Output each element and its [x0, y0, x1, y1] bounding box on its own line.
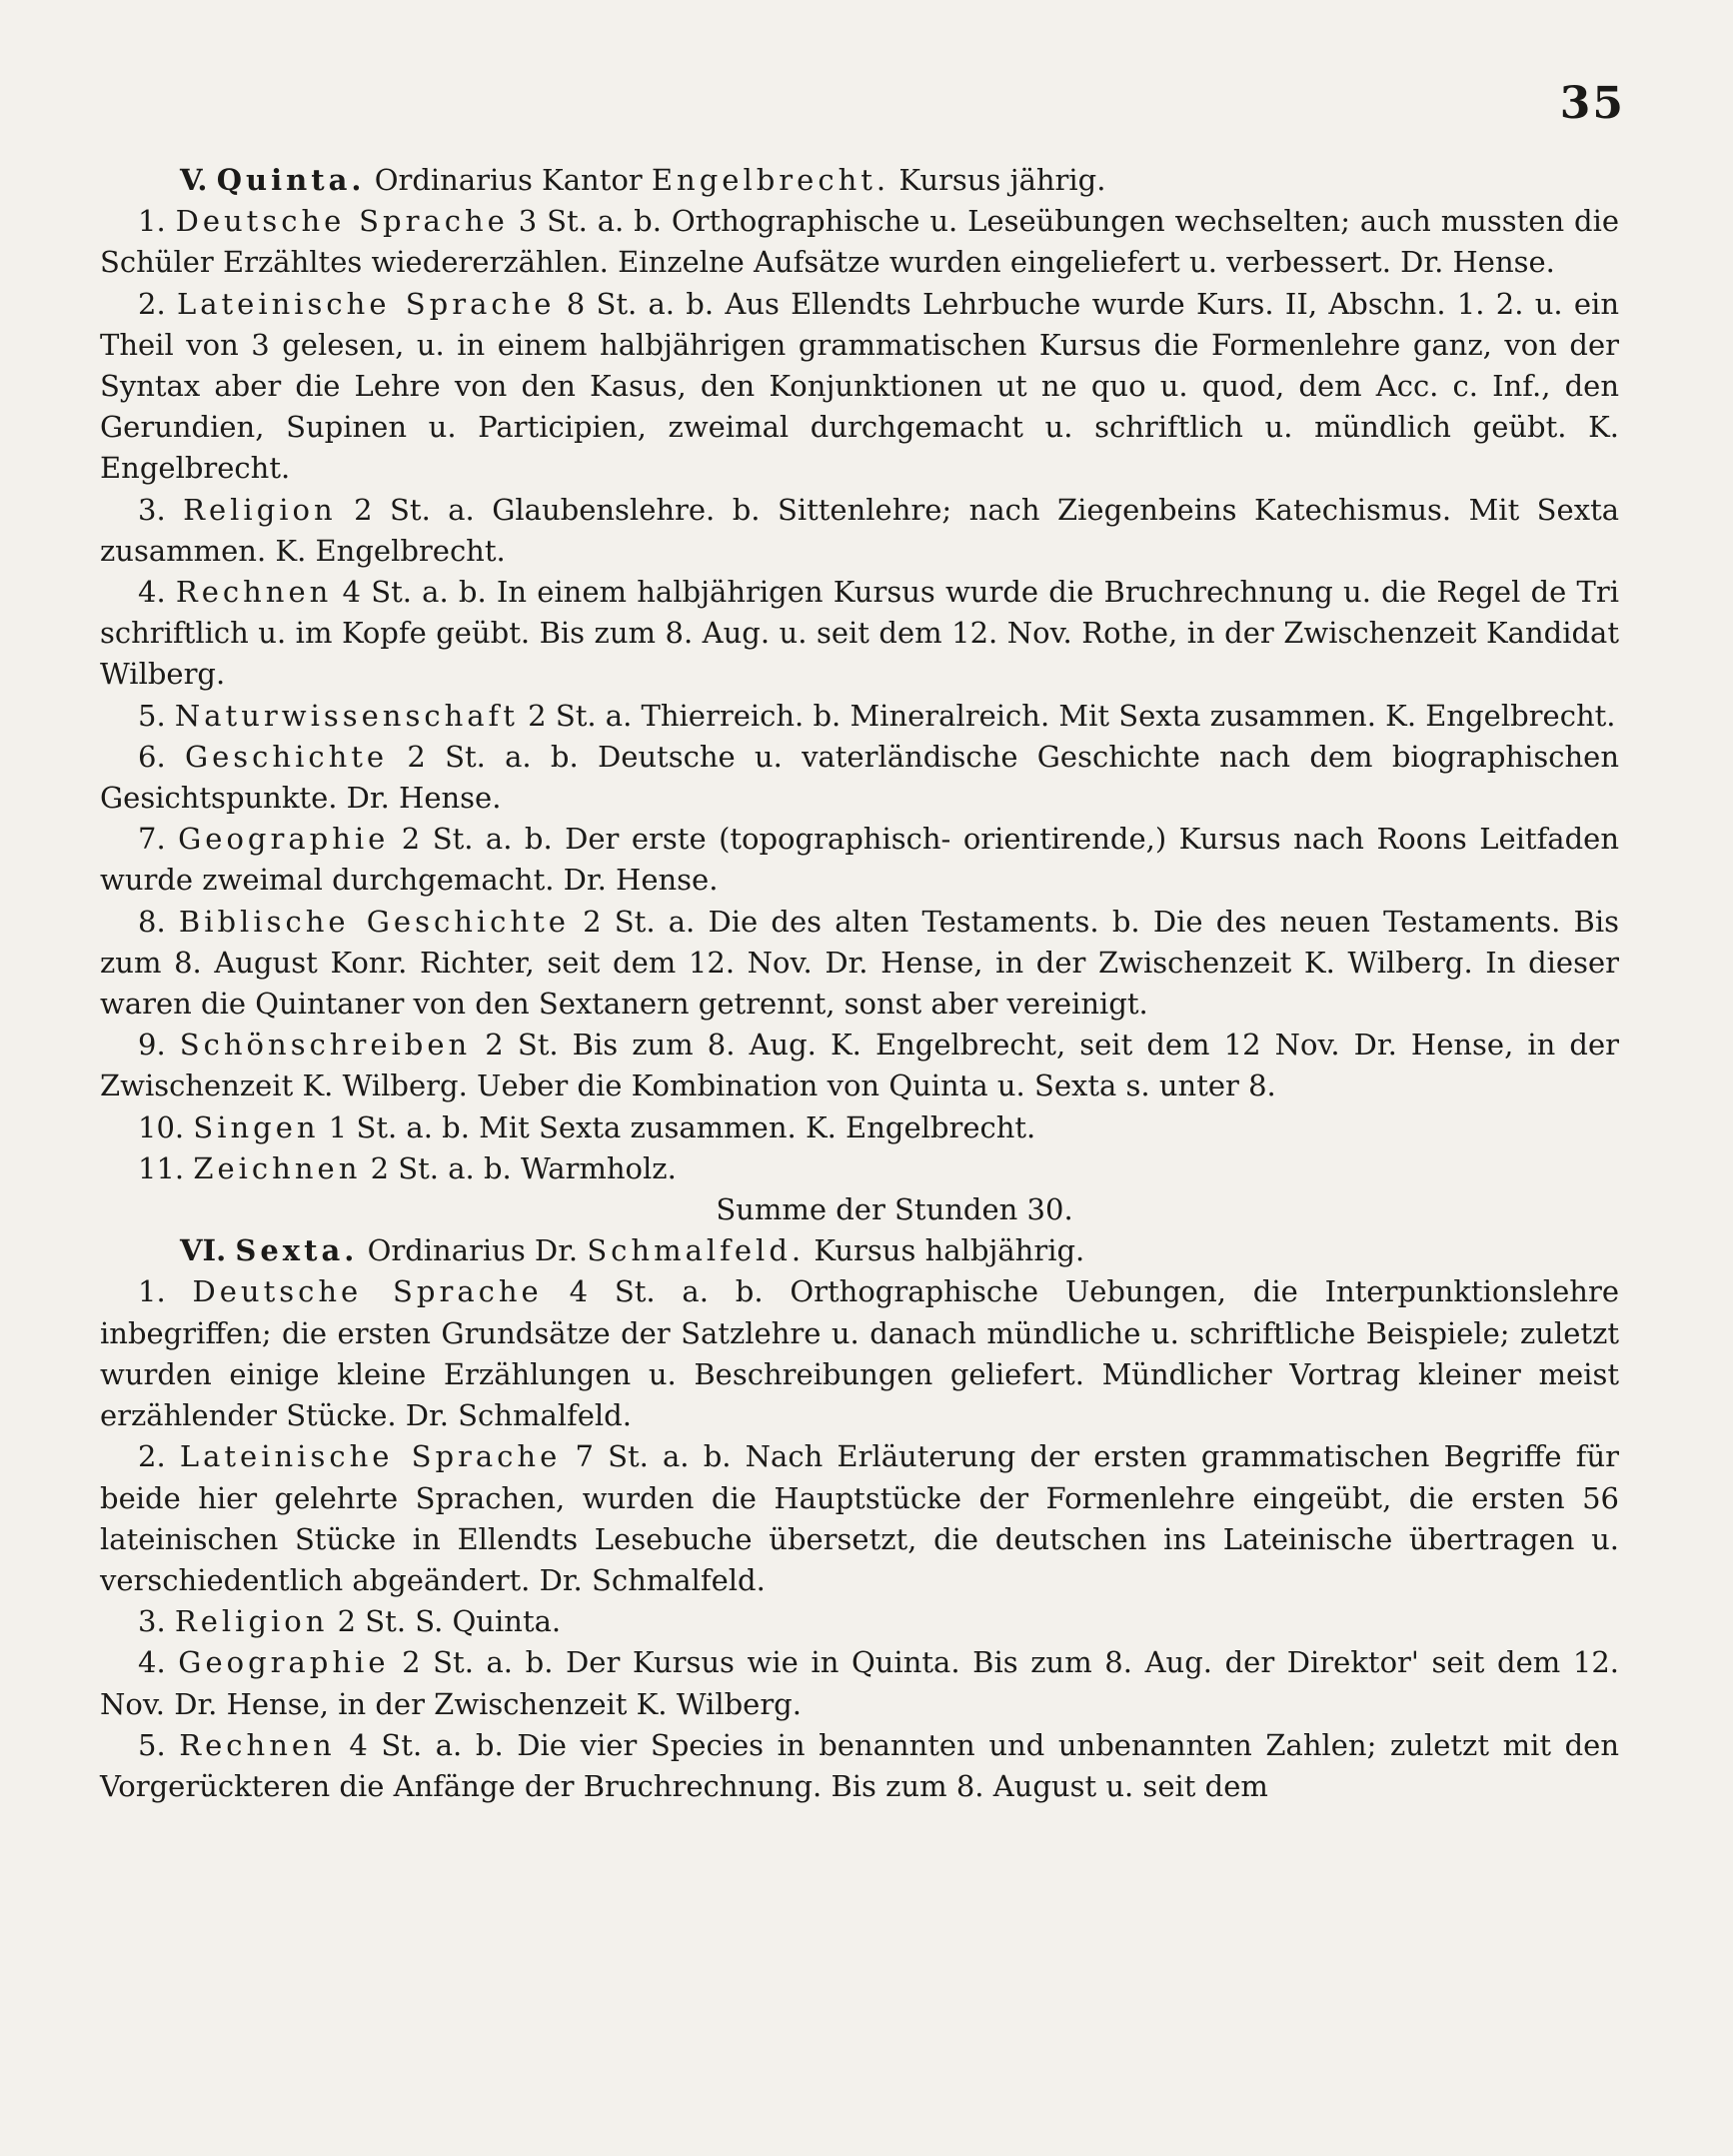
item-text: 2 St. a. b. Der erste (topographisch- orientirende,) Kursus nach Roons Leitfaden wurde zweimal durchgemacht. Dr. Hense. [100, 822, 1619, 898]
subject-name: Schönschreiben [179, 1028, 472, 1063]
item-number: 3. [138, 492, 166, 527]
item-text: 3 St. a. b. Orthographische u. Leseübungen wechselten; auch mussten die Schüler Erzähltes wiedererzählen. Einzelne Aufsätze wurden eingeliefert u. verbessert. Dr. Hense. [100, 204, 1620, 280]
item-number: 9. [138, 1028, 166, 1063]
subject-name: Lateinische Sprache [176, 286, 556, 321]
course-duration: Kursus halbjährig. [814, 1233, 1085, 1268]
subject-name: Religion [174, 1604, 329, 1639]
item-text: 4 St. a. b. In einem halbjährigen Kursus wurde die Bruchrechnung u. die Regel de Tri schriftlich u. im Kopfe geübt. Bis zum 8. Aug. u. seit dem 12. Nov. Rothe, in der Zwischenzeit Kandidat Wilberg. [100, 575, 1619, 692]
ordinarius-name: Engelbrecht. [651, 163, 890, 197]
item-text: 2 St. a. Glaubenslehre. b. Sittenlehre; nach Ziegenbeins Katechismus. Mit Sexta zusammen. K. Engelbrecht. [100, 492, 1620, 568]
course-item [100, 1436, 1619, 1601]
page-body [100, 160, 1619, 1807]
hours-total: Summe der Stunden 30. [716, 1192, 1073, 1227]
course-item [100, 696, 1619, 737]
subject-name: Rechnen [179, 1727, 336, 1762]
course-item [100, 902, 1619, 1026]
item-text: 2 St. Bis zum 8. Aug. K. Engelbrecht, seit dem 12 Nov. Dr. Hense, in der Zwischenzeit K. Wilberg. Ueber die Kombination von Quinta u. Sexta s. unter 8. [100, 1028, 1620, 1103]
item-number: 11. [138, 1150, 185, 1185]
item-number: 10. [138, 1109, 185, 1144]
class-name: Sexta. [235, 1233, 359, 1268]
subject-name: Geschichte [184, 739, 389, 774]
ordinarius-label: Ordinarius Kantor [374, 163, 643, 197]
item-number: 3. [138, 1604, 166, 1639]
item-number: 6. [138, 739, 166, 774]
subject-name: Deutsche Sprache [192, 1274, 543, 1309]
subject-name: Lateinische Sprache [179, 1439, 562, 1474]
subject-name: Geographie [178, 822, 390, 857]
subject-name: Naturwissenschaft [174, 698, 519, 733]
course-item [100, 572, 1619, 696]
course-item [100, 819, 1619, 901]
course-item [100, 1148, 1619, 1189]
item-number: 1. [138, 204, 166, 239]
course-item [100, 1601, 1619, 1642]
item-number: 8. [138, 904, 166, 939]
course-item [100, 1642, 1619, 1724]
course-item [100, 201, 1619, 283]
item-text: 7 St. a. b. Nach Erläuterung der ersten grammatischen Begriffe für beide hier gelehrte Sprachen, wurden die Hauptstücke der Formenlehre eingeübt, die ersten 56 lateinischen Stücke in Ellendts Lesebuche übersetzt, die deutschen ins Lateinische übertragen u. verschiedentlich abgeändert. Dr. Schmalfeld. [100, 1439, 1619, 1597]
item-number: 5. [138, 698, 166, 733]
item-text: 2 St. a. b. Deutsche u. vaterländische Geschichte nach dem biographischen Gesichtspunkte. Dr. Hense. [100, 739, 1620, 816]
item-number: 2. [138, 1439, 166, 1474]
page-number: 35 [1559, 78, 1625, 129]
subject-name: Geographie [178, 1645, 390, 1680]
ordinarius-name: Schmalfeld. [587, 1233, 806, 1268]
item-number: 5. [138, 1727, 166, 1762]
course-item [100, 1107, 1619, 1148]
course-duration: Kursus jährig. [898, 163, 1106, 197]
subject-name: Zeichnen [193, 1150, 362, 1185]
item-text: 2 St. S. Quinta. [337, 1604, 562, 1639]
course-item [100, 490, 1619, 572]
item-text: 8 St. a. b. Aus Ellendts Lehrbuche wurde Kurs. II, Abschn. 1. 2. u. ein Theil von 3 gelesen, u. in einem halbjährigen grammatischen Kursus die Formenlehre ganz, von der Syntax aber die Lehre von den Kasus, den Konjunktionen ut ne quo u. quod, dem Acc. c. Inf., den Gerundien, Supinen u. Participien, zweimal durchgemacht u. schriftlich u. mündlich geübt. K. Engelbrecht. [100, 286, 1620, 486]
item-number: 1. [138, 1274, 166, 1309]
item-text: 4 St. a. b. Orthographische Uebungen, die Interpunktionslehre inbegriffen; die ersten Grundsätze der Satzlehre u. danach mündliche u. schriftliche Beispiele; zuletzt wurden einige kleine Erzählungen u. Beschreibungen geliefert. Mündlicher Vortrag kleiner meist erzählender Stücke. Dr. Schmalfeld. [100, 1274, 1620, 1433]
item-text: 2 St. a. b. Der Kursus wie in Quinta. Bis zum 8. Aug. der Direktor' seit dem 12. Nov. Dr. Hense, in der Zwischenzeit K. Wilberg. [100, 1645, 1620, 1721]
item-text: 2 St. a. b. Warmholz. [370, 1150, 677, 1185]
course-item [100, 284, 1619, 490]
subject-name: Deutsche Sprache [175, 204, 509, 239]
class-heading-quinta [100, 160, 1619, 201]
course-item [100, 1271, 1619, 1436]
subject-name: Religion [183, 492, 337, 527]
class-number: V. [180, 163, 208, 197]
item-number: 4. [138, 575, 166, 610]
item-text: 1 St. a. b. Mit Sexta zusammen. K. Engelbrecht. [328, 1109, 1036, 1144]
course-item [100, 1025, 1619, 1106]
item-number: 7. [138, 822, 166, 857]
subject-name: Singen [193, 1109, 320, 1144]
item-text: 4 St. a. b. Die vier Species in benannten und unbenannten Zahlen; zuletzt mit den Vorgerückteren die Anfänge der Bruchrechnung. Bis zum 8. August u. seit dem [100, 1727, 1620, 1803]
ordinarius-label: Ordinarius Dr. [367, 1233, 579, 1268]
course-item [100, 737, 1619, 819]
subject-name: Biblische Geschichte [178, 904, 570, 939]
item-text: 2 St. a. Thierreich. b. Mineralreich. Mit Sexta zusammen. K. Engelbrecht. [528, 698, 1616, 733]
item-text: 2 St. a. Die des alten Testaments. b. Die des neuen Testaments. Bis zum 8. August Konr. Richter, seit dem 12. Nov. Dr. Hense, in der Zwischenzeit K. Wilberg. In dieser waren die Quintaner von den Sextanern getrennt, sonst aber vereinigt. [100, 904, 1620, 1022]
item-number: 2. [138, 286, 166, 321]
class-heading-sexta [100, 1230, 1619, 1271]
course-item [100, 1725, 1619, 1807]
subject-name: Rechnen [175, 575, 333, 610]
item-number: 4. [138, 1645, 166, 1680]
class-number: VI. [180, 1233, 227, 1268]
class-name: Quinta. [216, 163, 366, 197]
